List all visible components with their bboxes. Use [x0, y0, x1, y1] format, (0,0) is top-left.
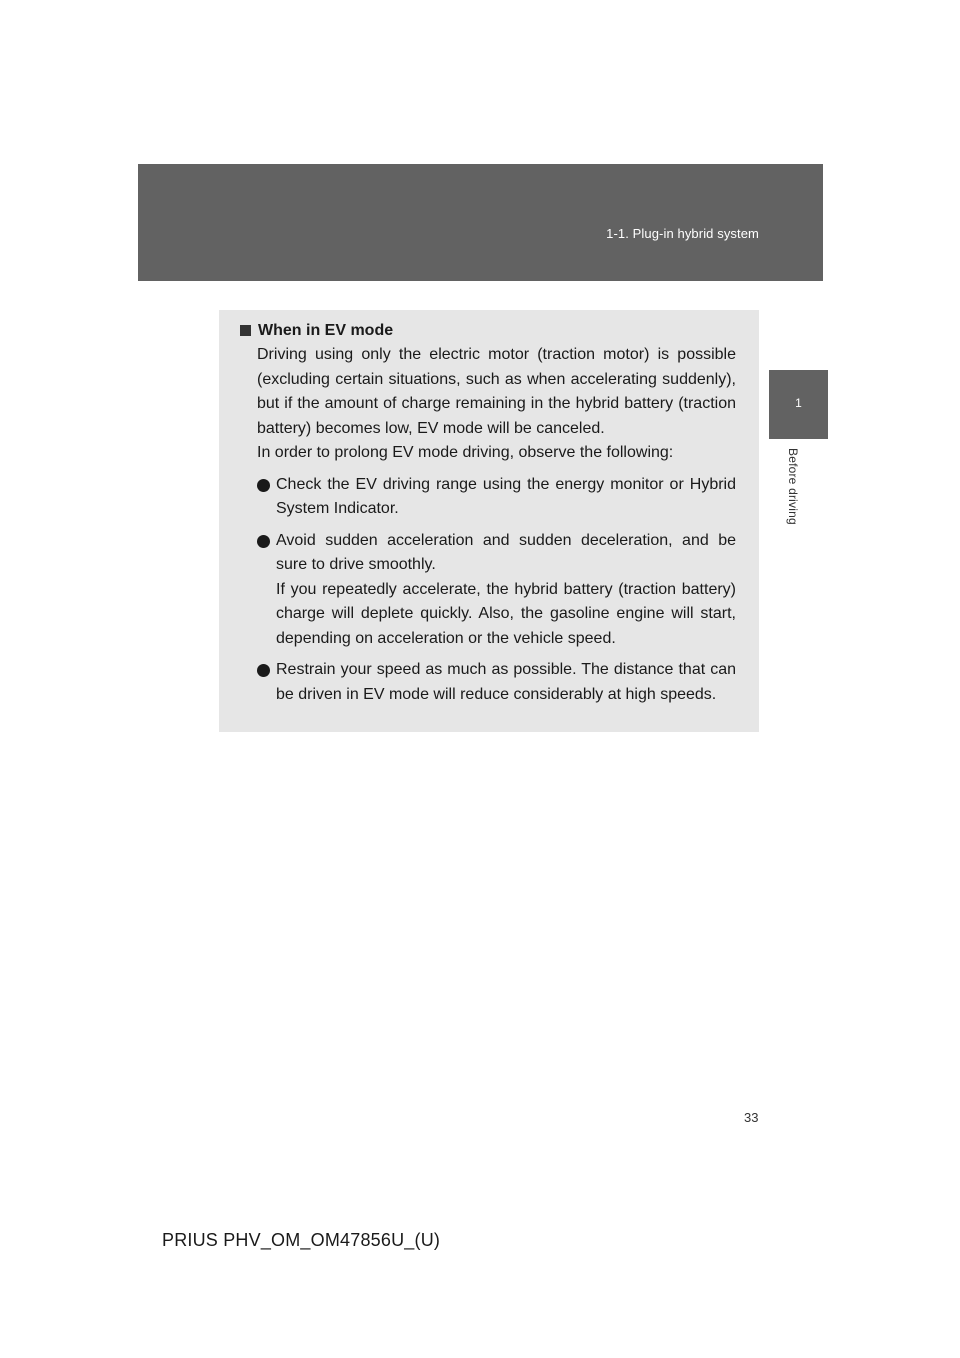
note-box [219, 310, 759, 732]
bullet-dot-icon [257, 479, 270, 492]
list-item-main: Restrain your speed as much as possible. The distance that can be driven in EV mode will reduce considerably at high speeds. [276, 661, 736, 703]
note-intro [257, 343, 736, 466]
section-title: 1-1. Plug-in hybrid system [606, 226, 759, 241]
bullet-dot-icon [257, 535, 270, 548]
chapter-label: Before driving [786, 448, 800, 525]
chapter-tab [769, 370, 828, 439]
list-item-detail: If you repeatedly accelerate, the hybrid battery (traction battery) charge will deplete quickly. Also, the gasoline engine will start, depending on acceleration or the vehicle speed. [276, 580, 736, 647]
list-item-text [276, 529, 736, 652]
chapter-number: 1 [795, 396, 802, 410]
header-band [138, 164, 823, 281]
list-item [257, 658, 736, 707]
list-item [257, 473, 736, 522]
page-number: 33 [744, 1110, 759, 1125]
square-bullet-icon [240, 325, 251, 336]
bullet-dot-icon [257, 664, 270, 677]
list-item [257, 529, 736, 652]
list-item-main: Check the EV driving range using the energy monitor or Hybrid System Indicator. [276, 475, 736, 517]
list-item-text [276, 473, 736, 522]
list-item-main: Avoid sudden acceleration and sudden deceleration, and be sure to drive smoothly. [276, 531, 736, 573]
note-intro-line: Driving using only the electric motor (traction motor) is possible (excluding certain situations, such as when accelerating suddenly), but if the amount of charge remaining in the hybrid battery (traction battery) becomes low, EV mode will be canceled. [257, 346, 736, 437]
note-heading [238, 320, 736, 341]
document-code: PRIUS PHV_OM_OM47856U_(U) [162, 1230, 441, 1250]
note-heading-text: When in EV mode [258, 322, 394, 339]
note-intro-line: In order to prolong EV mode driving, observe the following: [257, 444, 674, 461]
list-item-text [276, 658, 736, 707]
